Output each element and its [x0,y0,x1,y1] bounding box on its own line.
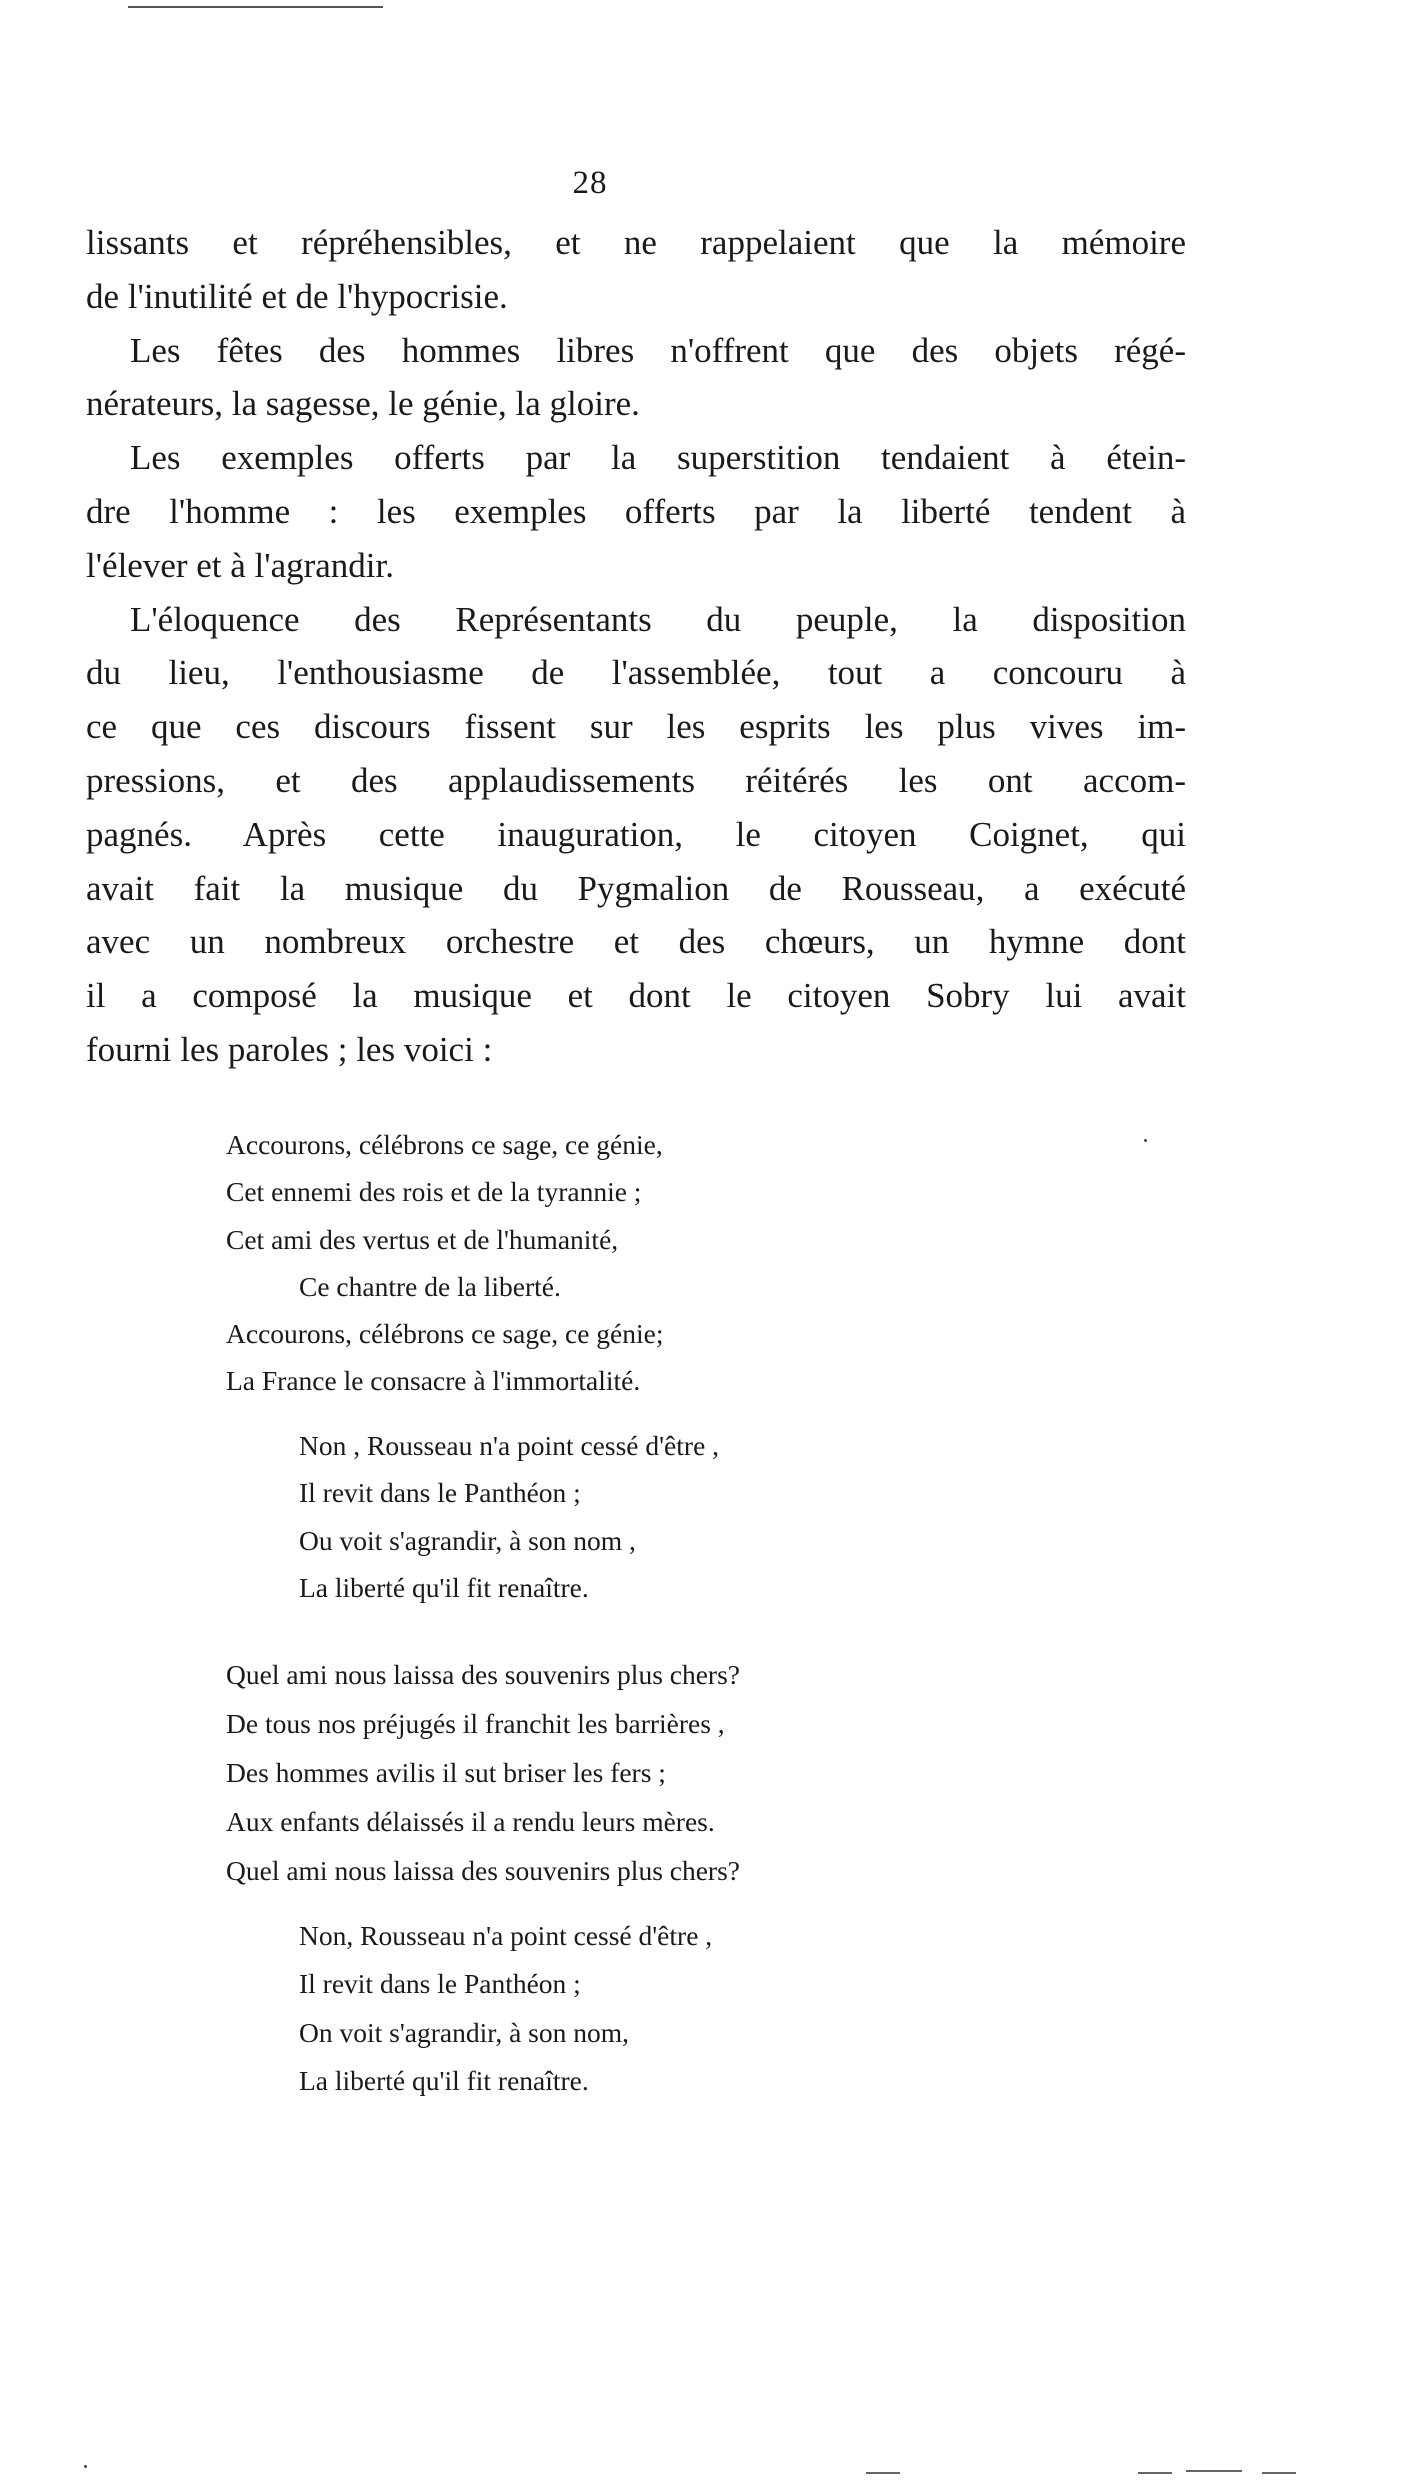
verse-line: Accourons, célébrons ce sage, ce génie, [226,1129,663,1160]
paragraph [86,431,1186,592]
print-speck [84,2465,87,2468]
verse-line: On voit s'agrandir, à son nom, [299,2016,629,2048]
scan-mark [866,2472,900,2474]
text-line: Les fêtes des hommes libres n'offrent que des objets régé- [130,330,1186,370]
hymn-refrain-1 [226,1422,946,1611]
text-line: fourni les paroles ; les voici : [86,1029,493,1069]
text-line: pressions, et des applaudissements réitérés les ont accom- [86,760,1186,800]
verse-line: Aux enfants délaissés il a rendu leurs mères. [226,1806,715,1837]
text-line: lissants et répréhensibles, et ne rappelaient que la mémoire [86,223,1186,262]
text-line: du lieu, l'enthousiasme de l'assemblée, tout a concouru à [86,653,1186,693]
text-line: ce que ces discours fissent sur les esprits les plus vives im- [86,707,1186,747]
hymn-refrain-2 [226,1912,946,2105]
paragraph [86,324,1186,432]
text-line: nérateurs, la sagesse, le génie, la gloire. [86,384,640,424]
verse-line: La liberté qu'il fit renaître. [299,2064,589,2096]
verse-line: Il revit dans le Panthéon ; [299,1968,581,2000]
scan-mark [1138,2472,1172,2474]
verse-line: Quel ami nous laissa des souvenirs plus chers? [226,1855,741,1886]
verse-line: La France le consacre à l'immortalité. [226,1365,641,1397]
text-line: il a composé la musique et dont le citoyen Sobry lui avait [86,976,1186,1016]
verse-line: Ou voit s'agrandir, à son nom , [299,1524,636,1556]
verse-line: De tous nos préjugés il franchit les barrières , [226,1708,725,1739]
text-line: l'élever et à l'agrandir. [86,545,395,585]
hymn-stanza-2 [226,1650,946,1895]
top-rule [128,6,383,8]
verse-line: Il revit dans le Panthéon ; [299,1477,581,1509]
text-line: avait fait la musique du Pygmalion de Rousseau, a exécuté [86,868,1186,908]
text-line: L'éloquence des Représentants du peuple, la disposition [130,599,1186,639]
scan-mark [1262,2472,1296,2474]
verse-line: Non, Rousseau n'a point cessé d'être , [299,1920,713,1951]
paragraph [86,216,1186,324]
verse-line: Cet ennemi des rois et de la tyrannie ; [226,1176,642,1208]
verse-line: Des hommes avilis il sut briser les fers ; [226,1757,666,1788]
text-line: de l'inutilité et de l'hypocrisie. [86,276,508,316]
verse-line: Cet ami des vertus et de l'humanité, [226,1223,619,1255]
verse-line: Quel ami nous laissa des souvenirs plus chers? [226,1659,741,1690]
text-line: avec un nombreux orchestre et des chœurs, un hymne dont [86,922,1186,962]
verse-line: Accourons, célébrons ce sage, ce génie; [226,1318,664,1350]
prose-body [86,216,1186,1077]
print-speck [1144,1139,1147,1142]
paragraph [86,593,1186,1077]
hymn-stanza-1 [226,1121,946,1405]
text-line: pagnés. Après cette inauguration, le citoyen Coignet, qui [86,814,1186,854]
verse-line: Ce chantre de la liberté. [299,1270,561,1302]
page-number: 28 [572,165,608,201]
verse-line: Non , Rousseau n'a point cessé d'être , [299,1430,720,1461]
text-line: Les exemples offerts par la superstition tendaient à étein- [130,438,1186,478]
text-line: dre l'homme : les exemples offerts par la liberté tendent à [86,491,1186,531]
scan-mark [1186,2470,1242,2472]
verse-line: La liberté qu'il fit renaître. [299,1571,589,1603]
